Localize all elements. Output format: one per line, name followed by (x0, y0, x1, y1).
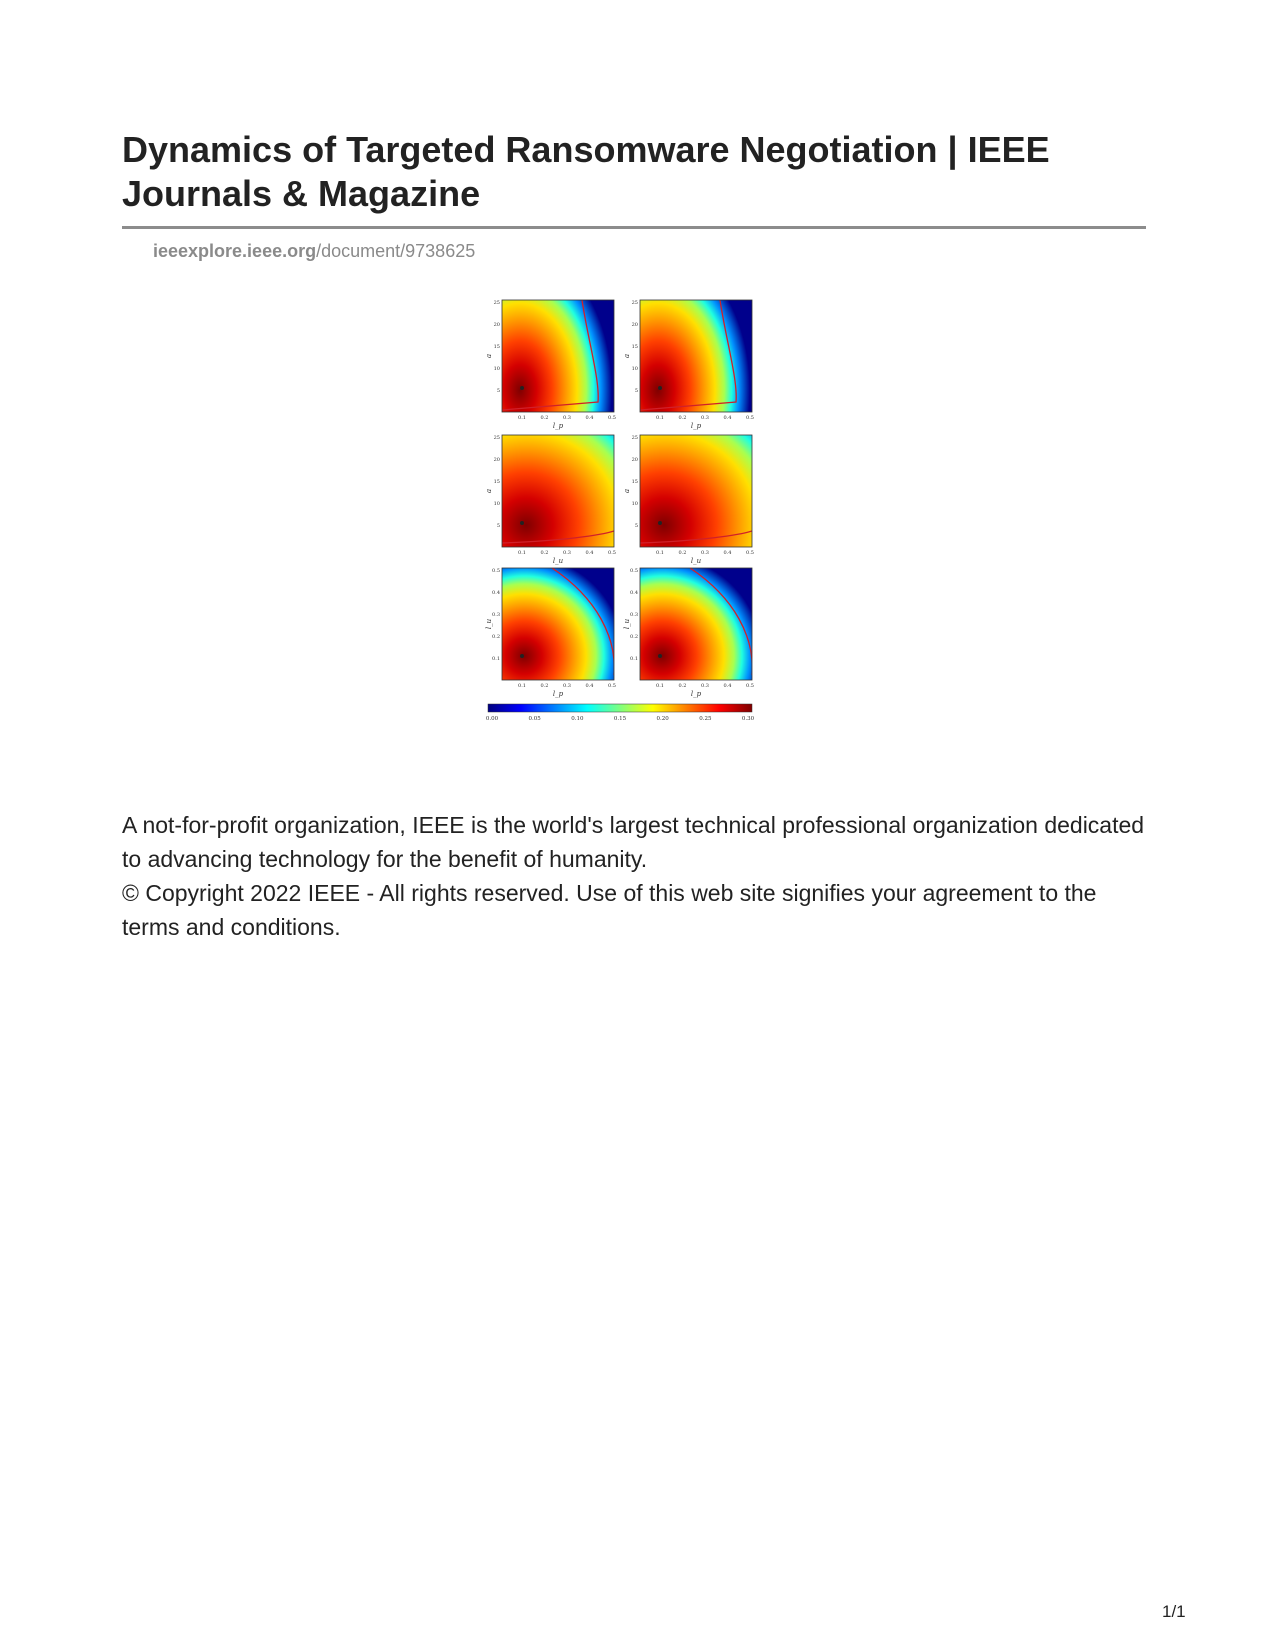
y-tick-label: 20 (631, 322, 638, 328)
y-tick-label: 0.5 (630, 568, 638, 574)
colorbar-tick-label: 0.05 (528, 716, 541, 722)
copyright-paragraph: © Copyright 2022 IEEE - All rights reserved. Use of this web site signifies your agreement to the terms and conditions. (122, 880, 1097, 940)
y-tick-label: 0.1 (630, 656, 638, 662)
x-tick-label: 0.2 (540, 415, 549, 421)
source-domain: ieeexplore.ieee.org (153, 241, 317, 261)
colorbar-tick-label: 0.25 (699, 716, 712, 722)
y-tick-label: 5 (634, 523, 638, 529)
x-tick-label: 0.3 (563, 550, 571, 556)
y-axis-label: a (485, 353, 493, 359)
x-tick-label: 0.4 (723, 550, 732, 556)
x-tick-label: 0.5 (746, 415, 754, 421)
y-axis-label: l_u (485, 618, 493, 630)
heatmap-figure (485, 300, 788, 760)
x-tick-label: 0.4 (723, 415, 732, 421)
x-tick-label: 0.2 (678, 415, 687, 421)
x-tick-label: 0.3 (701, 550, 709, 556)
y-tick-label: 0.5 (492, 568, 500, 574)
optimum-marker (658, 654, 662, 658)
y-tick-label: 20 (631, 457, 638, 463)
optimum-marker (658, 521, 662, 525)
y-tick-label: 0.2 (492, 634, 500, 640)
colorbar-tick-label: 0.30 (741, 716, 755, 722)
x-tick-label: 0.4 (585, 550, 594, 556)
x-tick-label: 0.3 (563, 683, 571, 689)
y-tick-label: 5 (496, 388, 500, 394)
page-title: Dynamics of Targeted Ransomware Negotiation | IEEE Journals & Magazine (122, 129, 1050, 214)
x-tick-label: 0.4 (585, 683, 594, 689)
x-tick-label: 0.5 (608, 683, 616, 689)
x-tick-label: 0.1 (518, 415, 526, 421)
x-axis-label: l_p (690, 422, 702, 430)
y-tick-label: 10 (631, 501, 638, 507)
x-tick-label: 0.5 (608, 550, 616, 556)
x-tick-label: 0.2 (540, 550, 549, 556)
y-tick-label: 0.3 (492, 612, 500, 618)
optimum-marker (520, 521, 524, 525)
colorbar-tick-label: 0.20 (656, 716, 669, 722)
heatmap-panel (424, 556, 624, 756)
x-tick-label: 0.4 (723, 683, 732, 689)
y-tick-label: 5 (634, 388, 638, 394)
x-tick-label: 0.5 (608, 415, 616, 421)
y-axis-label: l_u (623, 618, 631, 630)
optimum-marker (520, 654, 524, 658)
x-tick-label: 0.1 (656, 415, 664, 421)
y-axis-label: a (623, 353, 631, 359)
x-axis-label: l_p (552, 422, 564, 430)
y-tick-label: 25 (631, 300, 638, 306)
x-tick-label: 0.2 (678, 683, 687, 689)
x-tick-label: 0.1 (518, 550, 526, 556)
y-tick-label: 20 (493, 457, 500, 463)
y-tick-label: 0.4 (630, 590, 638, 596)
x-axis-label: l_u (552, 557, 564, 565)
y-tick-label: 10 (493, 501, 500, 507)
y-tick-label: 25 (631, 435, 638, 441)
x-tick-label: 0.4 (585, 415, 594, 421)
x-tick-label: 0.5 (746, 550, 754, 556)
x-axis-label: l_p (552, 690, 564, 698)
footer-text (122, 808, 1152, 944)
colorbar-tick-label: 0.00 (485, 716, 499, 722)
optimum-marker (520, 386, 524, 390)
y-tick-label: 15 (493, 479, 500, 485)
source-url[interactable] (153, 240, 475, 262)
x-tick-label: 0.1 (518, 683, 526, 689)
x-tick-label: 0.2 (678, 550, 687, 556)
y-tick-label: 0.3 (630, 612, 638, 618)
x-tick-label: 0.1 (656, 683, 664, 689)
x-tick-label: 0.1 (656, 550, 664, 556)
colorbar-tick-label: 0.10 (571, 716, 584, 722)
y-tick-label: 20 (493, 322, 500, 328)
about-paragraph: A not-for-profit organization, IEEE is the world's largest technical professional organization dedicated to advancing technology for the benefit of humanity. (122, 812, 1145, 872)
y-tick-label: 15 (631, 479, 638, 485)
x-axis-label: l_p (690, 690, 702, 698)
y-tick-label: 10 (631, 366, 638, 372)
y-tick-label: 15 (631, 344, 638, 350)
title-divider (122, 226, 1146, 229)
source-path: /document/9738625 (316, 241, 476, 261)
x-axis-label: l_u (690, 557, 702, 565)
x-tick-label: 0.2 (540, 683, 549, 689)
optimum-marker (658, 386, 662, 390)
colorbar-tick-label: 0.15 (613, 716, 627, 722)
colorbar (488, 704, 752, 712)
y-tick-label: 25 (493, 300, 500, 306)
y-tick-label: 5 (496, 523, 500, 529)
heatmap-figure-svg (485, 300, 788, 760)
y-tick-label: 10 (493, 366, 500, 372)
y-tick-label: 15 (493, 344, 500, 350)
x-tick-label: 0.3 (701, 415, 709, 421)
y-tick-label: 0.1 (492, 656, 500, 662)
y-axis-label: a (623, 488, 631, 494)
y-tick-label: 0.4 (492, 590, 500, 596)
x-tick-label: 0.3 (563, 415, 571, 421)
y-tick-label: 0.2 (630, 634, 638, 640)
y-tick-label: 25 (493, 435, 500, 441)
x-tick-label: 0.3 (701, 683, 709, 689)
x-tick-label: 0.5 (746, 683, 754, 689)
page-number: 1/1 (1162, 1602, 1186, 1621)
y-axis-label: a (485, 488, 493, 494)
